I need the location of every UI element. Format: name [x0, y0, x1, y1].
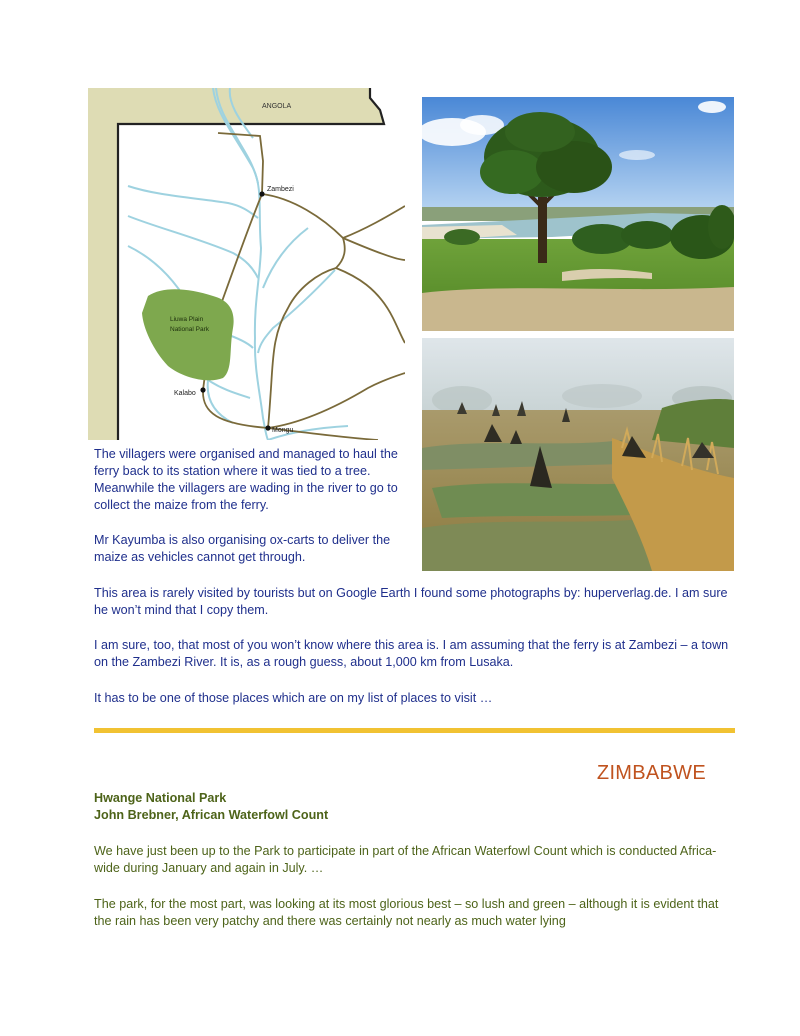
subheading-author: John Brebner, African Waterfowl Count	[94, 808, 329, 822]
town-dot-kalabo	[200, 387, 205, 392]
paragraph-ferry-station: The villagers were organised and managed to haul the ferry back to its station where it was tied to a tree. Meanwhile the villagers are wading in the river to go to collect the maize from the ferry.	[94, 447, 398, 512]
map-label-park-line1: Liuwa Plain	[170, 316, 204, 323]
international-border	[118, 88, 384, 440]
map-label-zambezi: Zambezi	[267, 186, 294, 193]
town-dot-mongu	[265, 425, 270, 430]
paragraph-park-condition: The park, for the most part, was looking at its most glorious best – so lush and green – although it is evident that the rain has been very patchy and there was certainly not nearly as much water lying	[94, 897, 719, 928]
river-network	[128, 88, 348, 440]
town-dot-zambezi	[259, 191, 264, 196]
map-label-angola: ANGOLA	[262, 103, 292, 110]
photo-tree-by-river	[422, 97, 734, 331]
paragraph-photos-credit: This area is rarely visited by tourists but on Google Earth I found some photographs by: huperverlag.de. I am sure he won’t mind that I copy them.	[94, 586, 728, 617]
paragraph-ox-carts: Mr Kayumba is also organising ox-carts to deliver the maize as vehicles cannot get through.	[94, 533, 391, 564]
national-park-area	[142, 289, 234, 380]
map-label-park-line2: National Park	[170, 326, 210, 333]
subheading-park: Hwange National Park	[94, 791, 227, 805]
photo-misty-grassland	[422, 338, 734, 571]
road-network	[203, 133, 405, 440]
paragraph-location: I am sure, too, that most of you won’t know where this area is. I am assuming that the ferry is at Zambezi – a town on the Zambezi River. It is, as a rough guess, about 1,000 km from Lusaka.	[94, 638, 729, 669]
paragraph-places-to-visit: It has to be one of those places which are on my list of places to visit …	[94, 691, 493, 705]
paragraph-waterfowl-count: We have just been up to the Park to participate in part of the African Waterfowl Count which is conducted Africa-wide during January and again in July. …	[94, 844, 717, 875]
section-divider	[94, 728, 735, 733]
map-label-kalabo: Kalabo	[174, 390, 196, 397]
section-title-zimbabwe: ZIMBABWE	[596, 762, 706, 784]
map-label-mongu: Mongu	[272, 427, 294, 434]
map-zambezi-region	[88, 88, 405, 440]
